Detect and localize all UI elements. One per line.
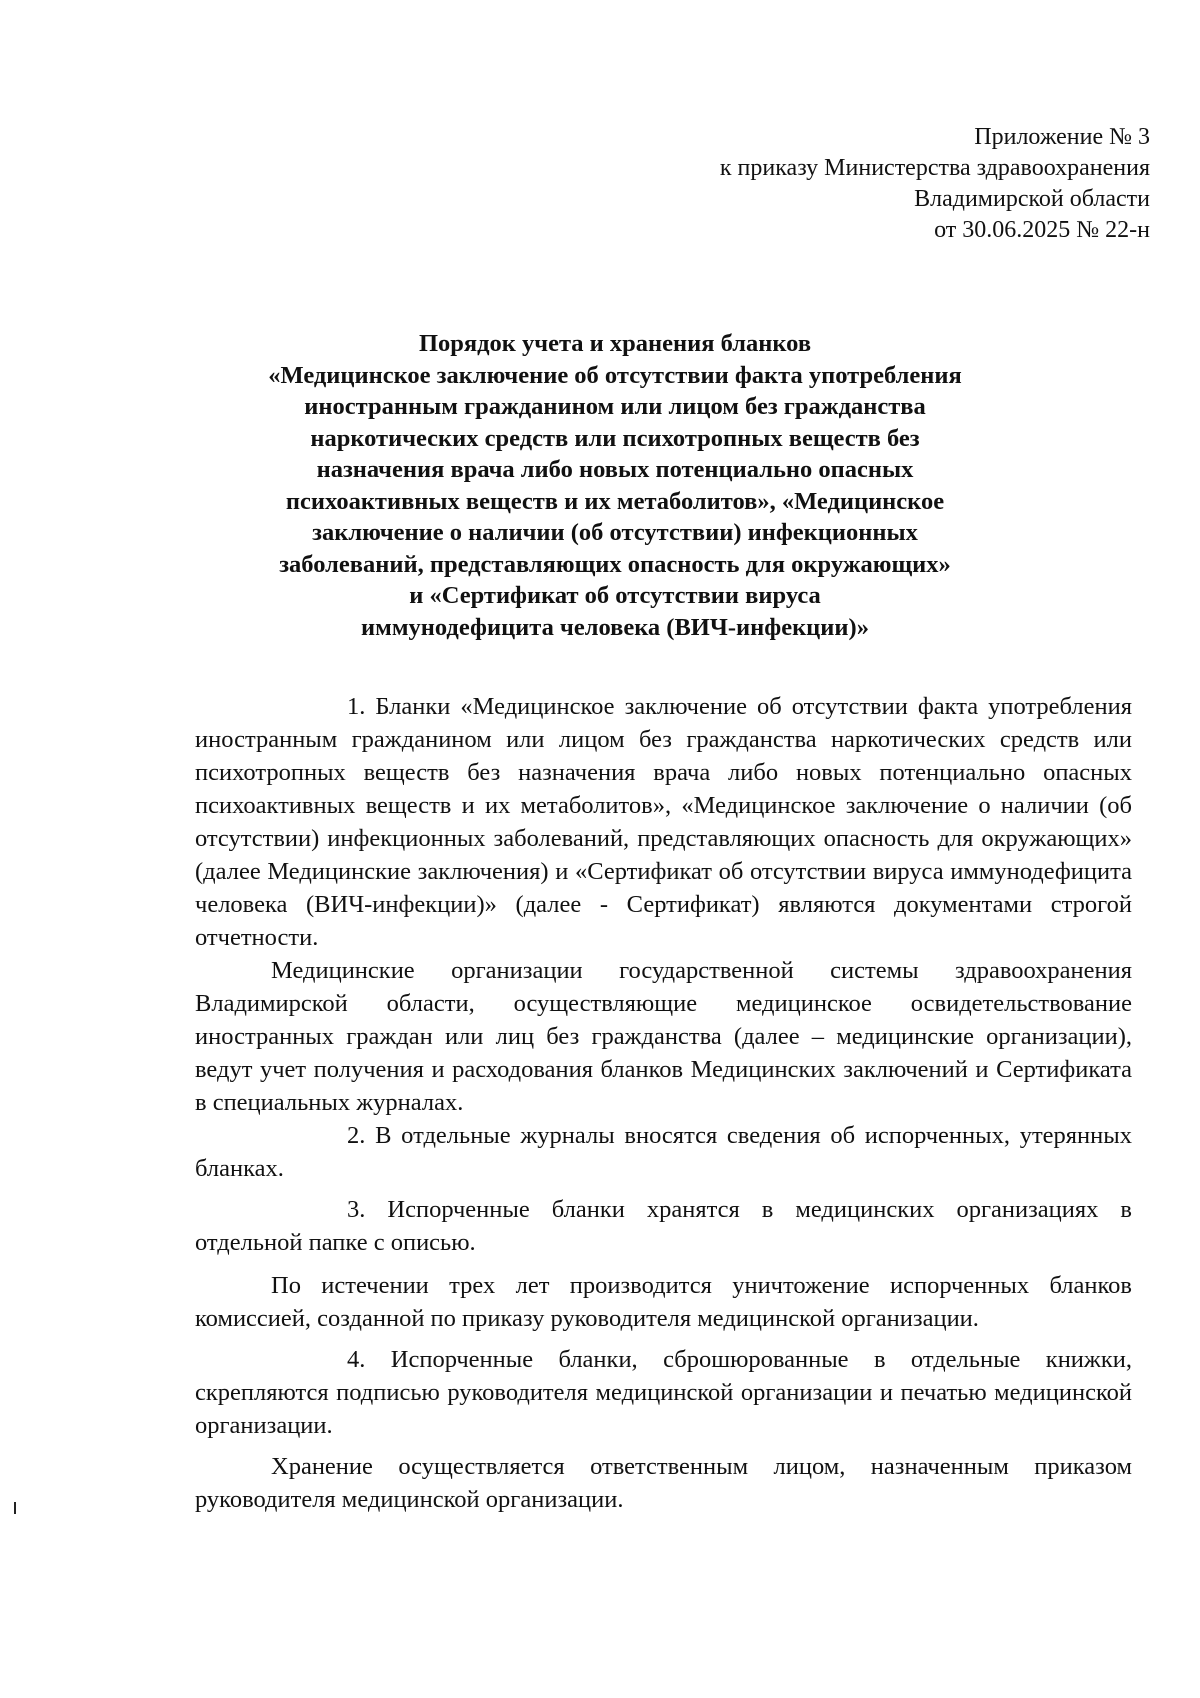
- document-title: [160, 328, 1070, 643]
- appendix-number: Приложение № 3: [974, 124, 1150, 150]
- title-line: иммунодефицита человека (ВИЧ-инфекции)»: [361, 613, 869, 641]
- order-reference: к приказу Министерства здравоохранения: [719, 155, 1150, 181]
- document-body: [195, 690, 1132, 1516]
- paragraph-text: Испорченные бланки, сброшюрованные в отдельные книжки, скрепляются подписью руководителя медицинской организации и печатью медицинской организации.: [195, 1346, 1132, 1439]
- paragraph-text: Испорченные бланки хранятся в медицинских организациях в отдельной папке с описью.: [195, 1196, 1133, 1256]
- title-line: «Медицинское заключение об отсутствии факта употребления: [268, 361, 962, 389]
- title-line: назначения врача либо новых потенциально опасных: [316, 456, 914, 483]
- paragraph-text: Медицинские организации государственной системы здравоохранения Владимирской области, осуществляющие медицинское освидетельствование иностранных граждан или лиц без гражданства (далее – медицинские организации), ведут учет получения и расходования бланков Медицинских заключений и Сертификата в специальных журналах.: [195, 957, 1132, 1116]
- paragraph-4: [195, 1343, 1132, 1442]
- paragraph-3: [195, 1193, 1132, 1259]
- scan-artifact: [14, 1502, 16, 1514]
- title-line: наркотических средств или психотропных веществ без: [310, 424, 920, 452]
- title-line: Порядок учета и хранения бланков: [418, 330, 812, 357]
- paragraph-number: 2.: [347, 1122, 366, 1149]
- title-line: заключение о наличии (об отсутствии) инфекционных: [312, 519, 918, 546]
- paragraph-2: [195, 1119, 1132, 1185]
- paragraph-text: Хранение осуществляется ответственным лицом, назначенным приказом руководителя медицинской организации.: [195, 1453, 1132, 1513]
- paragraph-1: [195, 690, 1132, 954]
- paragraph-organizations: [195, 954, 1132, 1119]
- paragraph-destruction: [195, 1269, 1132, 1335]
- title-line: заболеваний, представляющих опасность для окружающих»: [279, 550, 951, 578]
- title-line: психоактивных веществ и их метаболитов», «Медицинское: [285, 487, 945, 515]
- paragraph-number: 3.: [347, 1196, 366, 1223]
- paragraph-number: 1.: [347, 693, 366, 720]
- order-date-number: от 30.06.2025 № 22-н: [934, 217, 1150, 243]
- title-line: иностранным гражданином или лицом без гражданства: [304, 393, 926, 420]
- title-line: и «Сертификат об отсутствии вируса: [409, 582, 821, 609]
- paragraph-number: 4.: [347, 1346, 366, 1373]
- paragraph-text: В отдельные журналы вносятся сведения об испорченных, утерянных бланках.: [195, 1122, 1132, 1182]
- paragraph-text: Бланки «Медицинское заключение об отсутствии факта употребления иностранным гражданином или лицом без гражданства наркотических средств или психотропных веществ без назначения врача либо новых потенциально опасных психоактивных веществ и их метаболитов», «Медицинское заключение о наличии (об отсутствии) инфекционных заболеваний, представляющих опасность для окружающих» (далее Медицинские заключения) и «Сертификат об отсутствии вируса иммунодефицита человека (ВИЧ-инфекции)» (далее - Сертификат) являются документами строгой отчетности.: [195, 693, 1132, 951]
- region-name: Владимирской области: [914, 186, 1150, 212]
- paragraph-storage: [195, 1450, 1132, 1516]
- appendix-header: [590, 122, 1150, 246]
- paragraph-text: По истечении трех лет производится уничтожение испорченных бланков комиссией, созданной по приказу руководителя медицинской организации.: [195, 1272, 1132, 1332]
